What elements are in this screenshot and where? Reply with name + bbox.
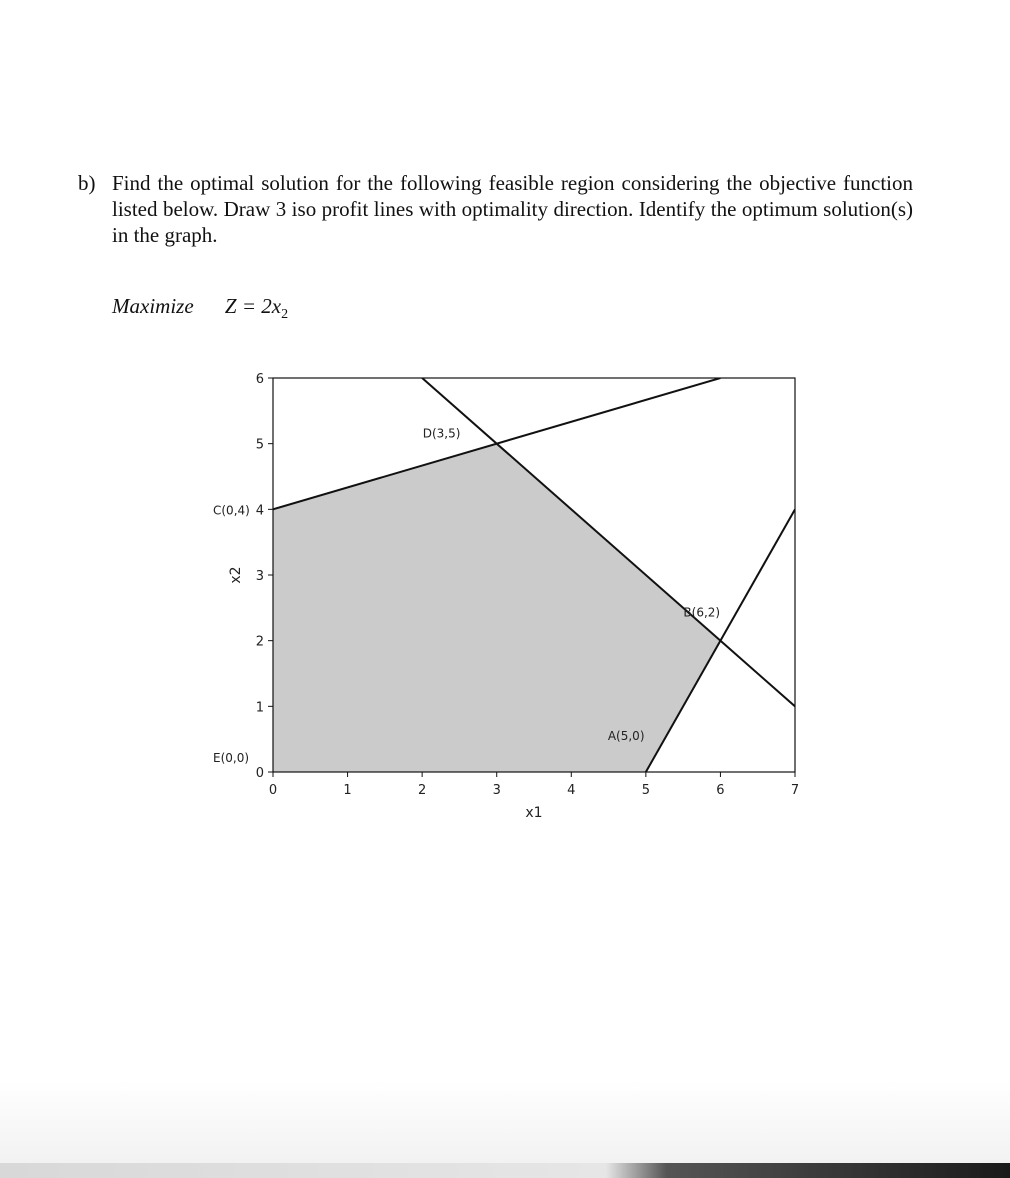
x-tick-label: 6 — [716, 783, 725, 798]
y-tick-label: 5 — [255, 437, 264, 453]
x-tick-label: 3 — [492, 783, 501, 798]
point-label: E(0,0) — [213, 751, 250, 765]
x-axis-label: x1 — [525, 805, 543, 821]
point-label: C(0,4) — [213, 503, 250, 518]
question-text: Find the optimal solution for the following feasible region considering the objective function listed below. Draw 3 iso profit lines with optimality direction. Identify the optimum solution(s) in the graph. — [112, 171, 913, 247]
x-tick-label: 4 — [567, 783, 576, 798]
y-tick-label: 2 — [255, 634, 264, 650]
y-tick-label: 0 — [255, 766, 264, 781]
x-tick-label: 5 — [641, 783, 650, 798]
objective-lhs: Z = 2x — [224, 294, 282, 318]
y-tick-label: 1 — [255, 700, 264, 716]
point-label: D(3,5) — [422, 426, 461, 441]
point-label: B(6,2) — [683, 605, 721, 620]
feasible-region — [273, 444, 720, 772]
x-tick-label: 1 — [343, 783, 352, 798]
y-tick-label: 4 — [255, 503, 264, 519]
objective-sense: Maximize — [112, 294, 194, 318]
dock-bar — [0, 1163, 1010, 1178]
x-tick-label: 0 — [268, 783, 278, 798]
x-tick-label: 2 — [418, 783, 427, 798]
y-tick-label: 6 — [255, 372, 264, 387]
point-label: A(5,0) — [607, 729, 645, 743]
x-tick-label: 7 — [790, 783, 800, 798]
y-tick-label: 3 — [255, 569, 264, 584]
y-axis-label: x2 — [228, 566, 244, 584]
page-bottom-fade — [0, 1080, 1010, 1163]
objective-subscript: 2 — [281, 307, 289, 323]
question-label: b) — [78, 171, 96, 195]
